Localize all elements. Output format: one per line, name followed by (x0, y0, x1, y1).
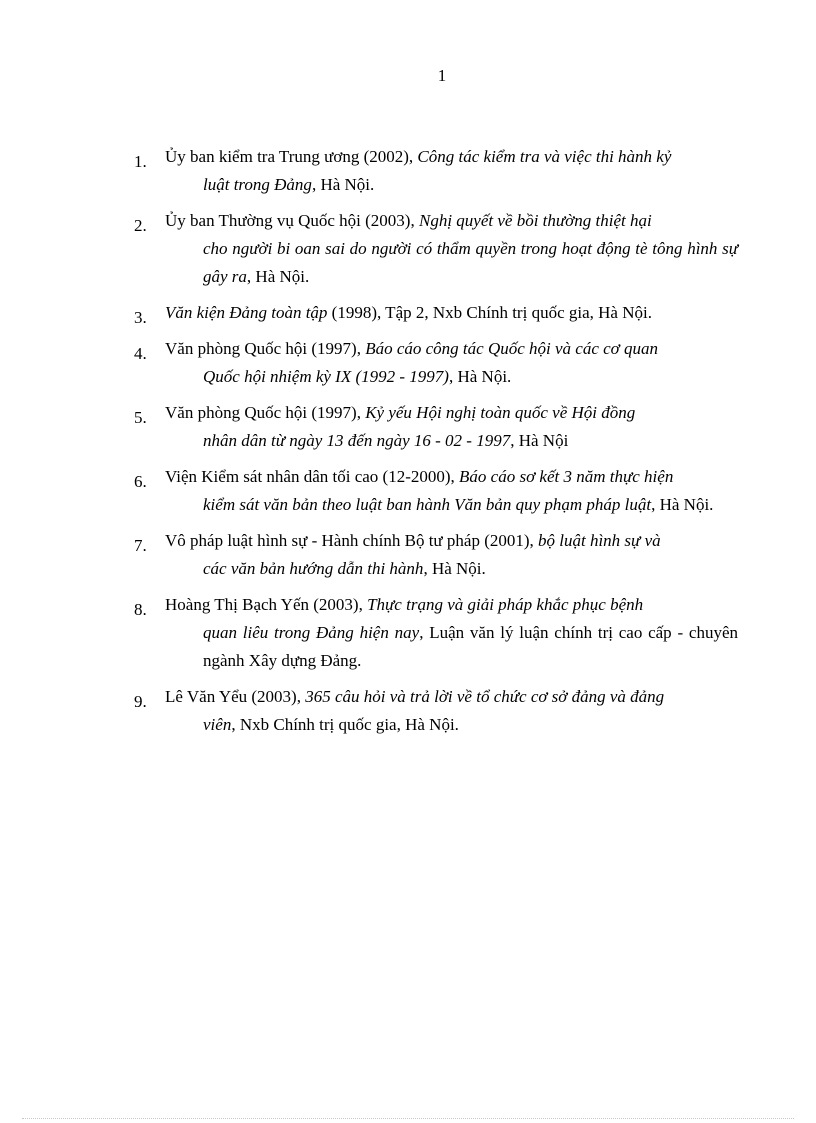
reference-continuation (165, 171, 738, 199)
reference-item (134, 299, 738, 327)
reference-continuation (165, 363, 738, 391)
reference-text (165, 299, 738, 327)
page-number: 1 (437, 66, 447, 85)
reference-title-start: Báo cáo sơ kết 3 năm thực hiện (459, 467, 674, 486)
reference-publisher: , Nxb Chính trị quốc gia, Hà Nội. (231, 715, 459, 734)
reference-author: Viện Kiểm sát nhân dân tối cao (12-2000), (165, 467, 460, 486)
reference-item (134, 399, 738, 455)
reference-title-start: Thực trạng và giải pháp khắc phục bệnh (367, 595, 644, 614)
reference-first-line (165, 591, 738, 619)
reference-first-line (165, 399, 738, 427)
reference-author: Hoàng Thị Bạch Yến (2003), (165, 595, 368, 614)
reference-number: 3. (134, 308, 147, 327)
reference-title-start: Công tác kiểm tra và việc thi hành kỷ (417, 147, 672, 166)
reference-title-end: kiểm sát văn bản theo luật ban hành Văn bản quy phạm pháp luật (203, 495, 652, 514)
reference-title: Văn kiện Đảng toàn tập (165, 303, 328, 322)
reference-continuation (165, 711, 738, 739)
reference-title-start: 365 câu hỏi và trả lời về tổ chức cơ sở đảng và đảng (305, 687, 665, 706)
reference-author: Văn phòng Quốc hội (1997), (165, 403, 366, 422)
reference-text (165, 463, 738, 519)
reference-item (134, 143, 738, 199)
reference-publisher: , Hà Nội. (246, 267, 310, 286)
reference-first-line (165, 683, 738, 711)
reference-continuation (165, 427, 738, 455)
reference-continuation (165, 235, 738, 291)
reference-author: Văn phòng Quốc hội (1997), (165, 339, 366, 358)
reference-item (134, 207, 738, 291)
reference-first-line (165, 143, 738, 171)
reference-title-start: bộ luật hình sự và (538, 531, 661, 550)
reference-number: 4. (134, 344, 147, 363)
reference-continuation (165, 491, 738, 519)
reference-title-end: cho người bi oan sai do người có thẩm quyền trong hoạt động tè tông hình sự gây ra (203, 239, 738, 286)
reference-text (165, 335, 738, 391)
reference-title-start: Kỷ yếu Hội nghị toàn quốc về Hội đồng (365, 403, 636, 422)
reference-first-line (165, 207, 738, 235)
reference-number: 1. (134, 152, 147, 171)
reference-publisher: , Hà Nội. (651, 495, 714, 514)
reference-publisher: , Hà Nội. (311, 175, 375, 194)
reference-text (165, 143, 738, 199)
reference-number: 6. (134, 472, 147, 491)
reference-number: 9. (134, 692, 147, 711)
page-bottom-rule (22, 1118, 794, 1119)
reference-item (134, 335, 738, 391)
reference-item (134, 527, 738, 583)
reference-author: Ủy ban Thường vụ Quốc hội (2003), (165, 211, 419, 230)
reference-continuation (165, 555, 738, 583)
reference-item (134, 463, 738, 519)
reference-number: 8. (134, 600, 147, 619)
reference-continuation (165, 619, 738, 675)
reference-title-start: Báo cáo công tác Quốc hội và các cơ quan (365, 339, 658, 358)
reference-author: Ủy ban kiểm tra Trung ương (2002), (165, 147, 418, 166)
reference-author: Vô pháp luật hình sự - Hành chính Bộ tư pháp (2001), (165, 531, 539, 550)
reference-publisher: , Hà Nội. (448, 367, 512, 386)
reference-item (134, 591, 738, 675)
reference-title-start: Nghị quyết về bồi thường thiệt hại (418, 211, 652, 230)
reference-title-end: các văn bản hướng dẫn thi hành (203, 559, 424, 578)
reference-title-end: luật trong Đảng (203, 175, 312, 194)
reference-text (165, 527, 738, 583)
reference-list (134, 143, 738, 747)
reference-first-line (165, 463, 738, 491)
reference-text (165, 591, 738, 675)
reference-first-line (165, 299, 738, 327)
reference-publisher: , Hà Nội (510, 431, 569, 450)
reference-number: 5. (134, 408, 147, 427)
reference-title-end: nhân dân từ ngày 13 đến ngày 16 - 02 - 1997 (203, 431, 511, 450)
reference-title-end: Quốc hội nhiệm kỳ IX (1992 - 1997) (203, 367, 449, 386)
reference-title-end: viên (203, 715, 232, 734)
reference-author: Lê Văn Yểu (2003), (165, 687, 306, 706)
reference-item (134, 683, 738, 739)
reference-publisher: (1998), Tập 2, Nxb Chính trị quốc gia, Hà Nội. (327, 303, 652, 322)
reference-publisher: , Luận văn lý luận chính trị cao cấp - chuyên ngành Xây dựng Đảng. (203, 623, 738, 670)
reference-number: 7. (134, 536, 147, 555)
reference-text (165, 399, 738, 455)
reference-first-line (165, 335, 738, 363)
reference-text (165, 683, 738, 739)
reference-text (165, 207, 738, 291)
reference-first-line (165, 527, 738, 555)
reference-title-end: quan liêu trong Đảng hiện nay (203, 623, 420, 642)
reference-number: 2. (134, 216, 147, 235)
reference-publisher: , Hà Nội. (423, 559, 486, 578)
